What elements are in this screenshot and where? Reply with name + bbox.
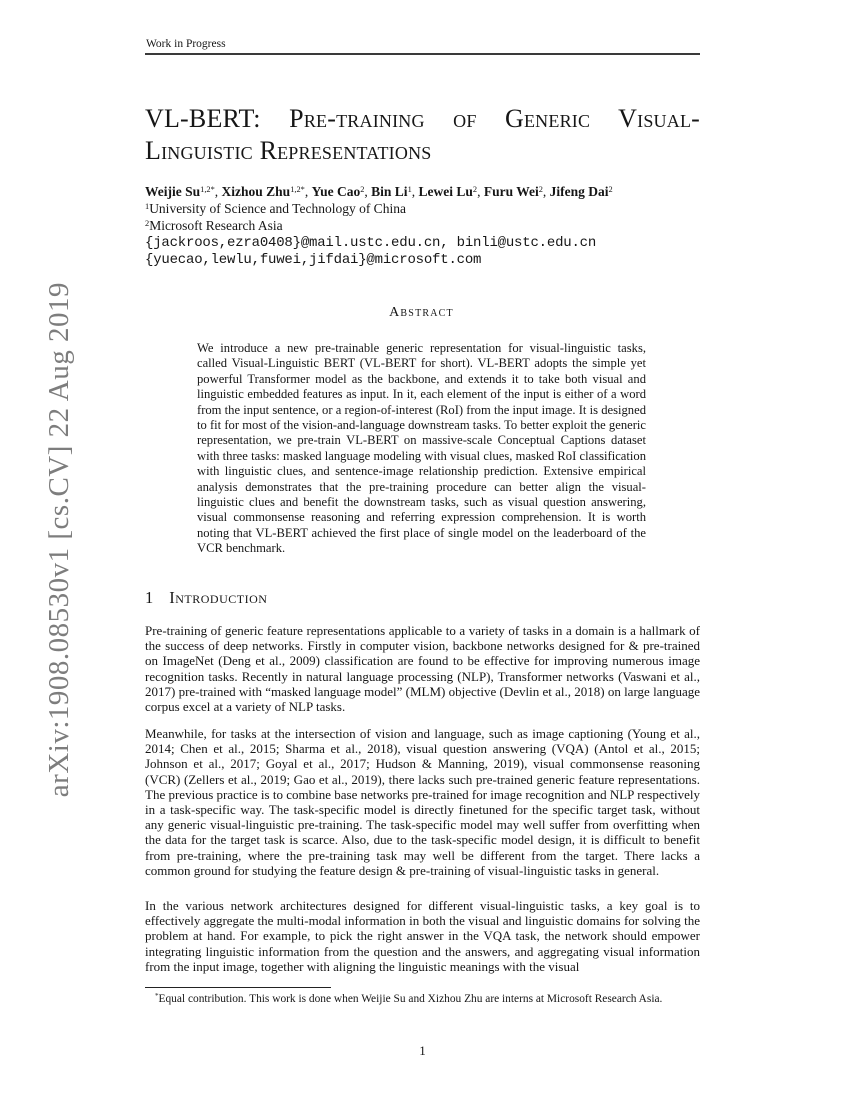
intro-paragraph-2: Meanwhile, for tasks at the intersection of vision and language, such as image captioning (Young et al., 2014; Chen et al., 2015; Sharma et al., 2018), visual question answering (VQA) (Antol et al., 2015; Johnson et al., 2017; Goyal et al., 2017; Hudson & Manning, 2019), visual commonsense reasoning (VCR) (Zellers et al., 2019; Gao et al., 2019), there lacks such pre-trained generic feature representations. The previous practice is to combine base networks pre-trained for image recognition and NLP respectively in a task-specific way. The task-specific model is directly finetuned for the specific target task, without any generic visual-linguistic pre-training. The task-specific model may well suffer from overfitting when the data for the target task is scarce. Also, due to the task-specific model design, it is difficult to benefit from pre-training, where the pre-training task may well be different from the target. There lacks a common ground for studying the feature design & pre-training of visual-linguistic tasks in general. bbox=[145, 726, 700, 878]
abstract-text: We introduce a new pre-trainable generic representation for visual-linguistic tasks, called Visual-Linguistic BERT (VL-BERT for short). VL-BERT adopts the simple yet powerful Transformer model as the backbone, and extends it to take both visual and linguistic embedded features as input. In it, each element of the input is either of a word from the input sentence, or a region-of-interest (RoI) from the input image. It is designed to fit for most of the vision-and-language downstream tasks. To better exploit the generic representation, we pre-train VL-BERT on massive-scale Conceptual Captions dataset with three tasks: masked language modeling with visual clues, masked RoI classification with linguistic clues, and sentence-image relationship prediction. Extensive empirical analysis demonstrates that the pre-training procedure can better align the visual-linguistic clues and benefit the downstream tasks, such as visual question answering, visual commonsense reasoning and referring expression comprehension. It is worth noting that VL-BERT achieved the first place of single model on the leaderboard of the VCR benchmark. bbox=[197, 341, 646, 556]
running-header: Work in Progress bbox=[146, 38, 226, 50]
arxiv-stamp: arXiv:1908.08530v1 [cs.CV] 22 Aug 2019 bbox=[43, 282, 75, 798]
intro-paragraph-1: Pre-training of generic feature representations applicable to a variety of tasks in a domain is a hallmark of the success of deep networks. Firstly in computer vision, backbone networks designed for & pre-trained on ImageNet (Deng et al., 2009) classification are found to be effective for improving numerous image recognition tasks. Recently in natural language processing (NLP), Transformer networks (Vaswani et al., 2017) pre-trained with “masked language model” (MLM) objective (Devlin et al., 2018) on large language corpus excel at a variety of NLP tasks. bbox=[145, 623, 700, 715]
author-3 bbox=[312, 184, 372, 199]
author-superscript: 2 bbox=[538, 185, 543, 194]
author-superscript: 1,2* bbox=[290, 185, 305, 194]
author-name: Bin Li bbox=[371, 184, 408, 199]
footnote-marker: * bbox=[155, 992, 159, 1000]
author-superscript: 2 bbox=[360, 185, 365, 194]
title-line-1: VL-BERT: Pre-training of Generic Visual- bbox=[145, 104, 700, 133]
author-superscript: 1 bbox=[407, 185, 412, 194]
author-superscript: 2 bbox=[608, 185, 613, 194]
affiliation-2 bbox=[145, 218, 283, 234]
author-1 bbox=[145, 184, 222, 199]
affiliation-1 bbox=[145, 201, 406, 217]
author-superscript: 2 bbox=[472, 185, 478, 194]
abstract-heading: Abstract bbox=[389, 305, 454, 320]
section-number: 1 bbox=[145, 588, 154, 607]
author-separator: , bbox=[411, 184, 419, 199]
affiliation-superscript: 2 bbox=[145, 219, 150, 228]
author-2 bbox=[222, 184, 312, 199]
footnote-rule bbox=[145, 987, 331, 988]
author-4 bbox=[371, 184, 418, 199]
author-name: Lewei Lu bbox=[418, 184, 473, 199]
author-7 bbox=[550, 184, 613, 199]
section-heading bbox=[145, 588, 267, 608]
header-rule bbox=[145, 53, 700, 55]
affiliation-name: University of Science and Technology of China bbox=[149, 201, 406, 216]
author-superscript: 1,2* bbox=[200, 185, 215, 194]
author-6 bbox=[484, 184, 550, 199]
intro-paragraph-3: In the various network architectures designed for different visual-linguistic tasks, a key goal is to effectively aggregate the multi-modal information in both the visual and linguistic domains for solving the problem at hand. For example, to pick the right answer in the VQA task, the network should empower integrating linguistic information from the question and the answers, and aggregating visual information from the input image, together with aligning the linguistic meanings with the visual bbox=[145, 898, 700, 974]
paper-title bbox=[145, 103, 700, 167]
author-name: Yue Cao bbox=[311, 184, 361, 199]
section-title: Introduction bbox=[169, 588, 268, 607]
affiliation-name: Microsoft Research Asia bbox=[149, 218, 283, 233]
author-name: Furu Wei bbox=[483, 184, 539, 199]
email-line-2: {yuecao,lewlu,fuwei,jifdai}@microsoft.com bbox=[145, 252, 482, 268]
title-line-2: Linguistic Representations bbox=[145, 136, 432, 165]
email-line-1: {jackroos,ezra0408}@mail.ustc.edu.cn, binli@ustc.edu.cn bbox=[145, 235, 597, 251]
footnote bbox=[145, 992, 700, 1006]
affiliation-superscript: 1 bbox=[145, 202, 150, 211]
author-5 bbox=[419, 184, 484, 199]
author-separator: , bbox=[477, 184, 484, 199]
author-separator: , bbox=[304, 184, 312, 199]
author-name: Weijie Su bbox=[145, 184, 201, 199]
author-name: Jifeng Dai bbox=[549, 184, 609, 199]
author-separator: , bbox=[542, 184, 550, 199]
author-line bbox=[145, 184, 715, 200]
footnote-text: Equal contribution. This work is done when Weijie Su and Xizhou Zhu are interns at Microsoft Research Asia. bbox=[158, 993, 663, 1005]
author-separator: , bbox=[214, 184, 222, 199]
author-separator: , bbox=[364, 184, 372, 199]
author-name: Xizhou Zhu bbox=[221, 184, 291, 199]
page-number: 1 bbox=[419, 1043, 426, 1058]
